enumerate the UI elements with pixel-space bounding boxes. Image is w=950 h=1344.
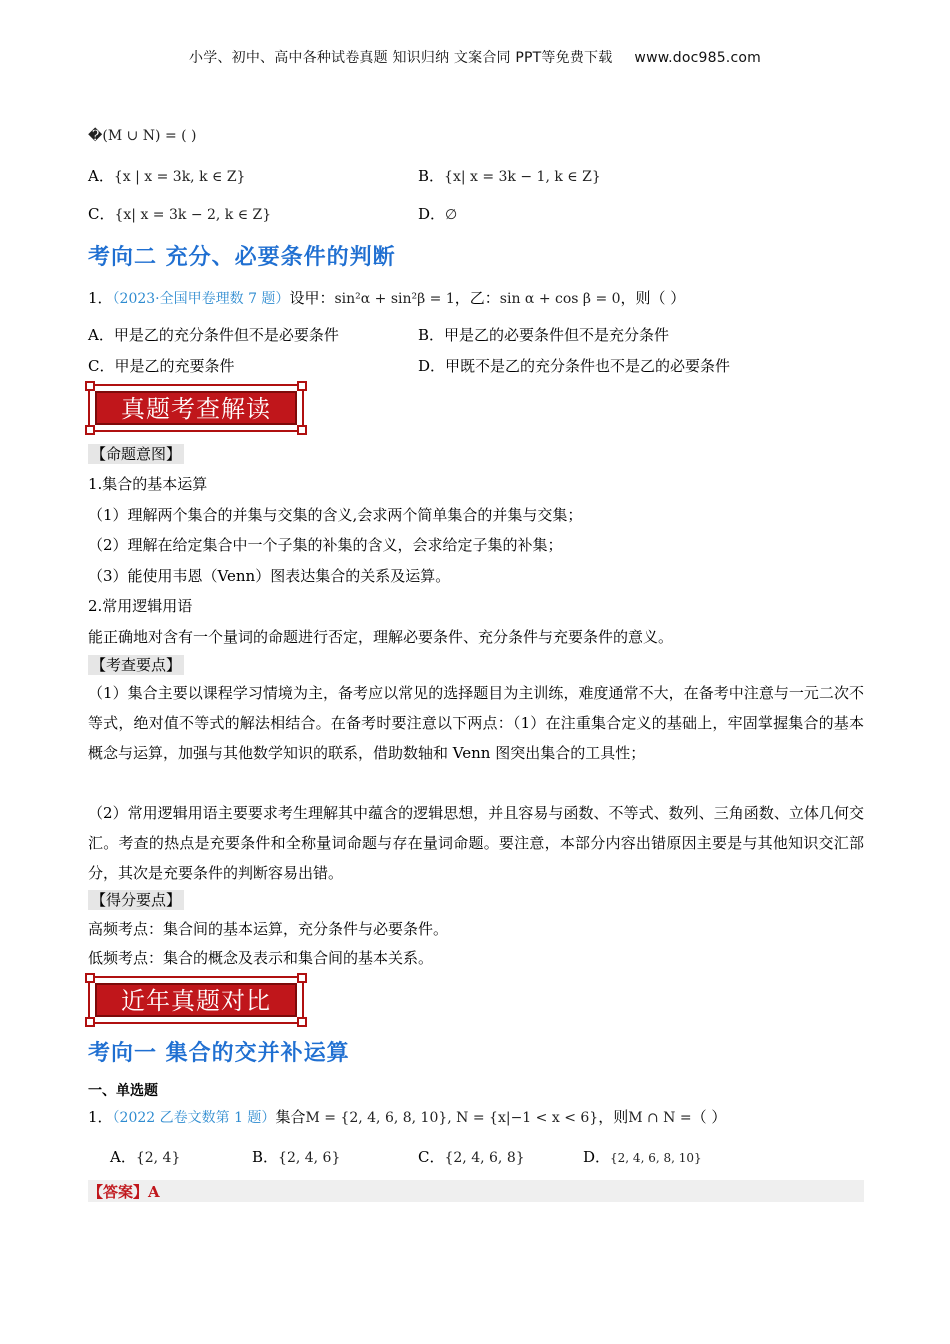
question-number: 1． [88, 1108, 113, 1126]
question-1 [88, 1106, 726, 1127]
banner-title: 真题考查解读 [95, 391, 297, 425]
option-c[interactable] [88, 355, 235, 376]
question-text: ，则 [598, 1108, 629, 1126]
banner-corner [297, 381, 307, 391]
intent-label [88, 444, 184, 464]
option-text: 甲是乙的充分条件但不是必要条件 [113, 326, 339, 344]
question-math: sin α + cos β = 0 [499, 291, 621, 307]
question-stem-math: �(M ∪ N) = ( ) [88, 128, 197, 144]
answer [88, 1181, 160, 1202]
page-header [0, 47, 950, 67]
option-letter: B． [418, 326, 445, 344]
option-text: 甲既不是乙的充分条件也不是乙的必要条件 [445, 357, 731, 375]
option-b[interactable] [418, 165, 601, 186]
scoring-low: 低频考点：集合的概念及表示和集合间的基本关系。 [88, 949, 434, 967]
banner-corner [85, 381, 95, 391]
option-letter: D． [418, 357, 446, 375]
banner-corner [297, 973, 307, 983]
question-math: M ∩ N = [628, 1110, 692, 1126]
question-1 [88, 287, 685, 308]
subsection-title: 一、单选题 [88, 1083, 158, 1099]
option-letter: A． [88, 326, 114, 344]
option-math: {2, 4, 6, 8} [444, 1150, 525, 1166]
intent-line: 2.常用逻辑用语 [88, 597, 193, 615]
header-site-link[interactable]: www.doc985.com [634, 50, 761, 66]
option-math: {x| x = 3k − 2, k ∈ Z} [114, 207, 272, 223]
banner-corner [297, 1017, 307, 1027]
answer-value: A [148, 1183, 160, 1201]
option-a[interactable] [88, 324, 339, 345]
option-letter: A． [110, 1148, 136, 1166]
section-banner [88, 976, 304, 1024]
option-letter: D． [418, 205, 446, 223]
option-letter: B． [252, 1148, 279, 1166]
option-math: ∅ [445, 207, 458, 223]
question-text: ，则（ ） [620, 289, 686, 307]
answer-bar [88, 1180, 864, 1202]
answer-label: 【答案】 [88, 1183, 149, 1201]
banner-corner [85, 425, 95, 435]
question-text: （ ） [691, 1108, 727, 1126]
question-source: （2023·全国甲卷理数 7 题） [112, 291, 290, 307]
question-stem [88, 126, 197, 144]
option-c[interactable] [88, 203, 271, 224]
option-d[interactable] [418, 355, 730, 376]
option-letter: C． [88, 205, 115, 223]
banner-corner [85, 973, 95, 983]
option-text: 甲是乙的充要条件 [114, 357, 235, 375]
option-math: {x | x = 3k, k ∈ Z} [113, 169, 246, 185]
option-letter: B． [418, 167, 445, 185]
banner-corner [297, 425, 307, 435]
section-heading-2: 考向二 充分、必要条件的判断 [88, 245, 396, 270]
question-math: sin²α + sin²β = 1 [334, 291, 455, 307]
option-d[interactable] [418, 203, 457, 224]
option-d[interactable] [583, 1146, 702, 1167]
option-letter: A． [88, 167, 114, 185]
banner-title: 近年真题对比 [95, 983, 297, 1017]
question-math: M = {2, 4, 6, 8, 10}, N = {x|−1 < x < 6} [305, 1110, 599, 1126]
section-heading-1: 考向一 集合的交并补运算 [88, 1041, 350, 1066]
question-text: 集合 [275, 1108, 306, 1126]
banner-corner [85, 1017, 95, 1027]
scoring-label-text: 【得分要点】 [88, 890, 184, 910]
option-letter: C． [88, 357, 115, 375]
points-paragraph-1: （1）集合主要以课程学习情境为主，备考应以常见的选择题目为主训练，难度通常不大，在备考中注意与一元二次不等式，绝对值不等式的解法相结合。在备考时要注意以下两点：（1）在注重集合定义的基础上，牢固掌握集合的基本概念与运算，加强与其他数学知识的联系，借助数轴和 Venn 图突出集合的工具性； [88, 684, 864, 762]
intent-line: 能正确地对含有一个量词的命题进行否定，理解必要条件、充分条件与充要条件的意义。 [88, 628, 674, 646]
option-a[interactable] [110, 1146, 180, 1167]
scoring-label [88, 890, 184, 910]
points-paragraph-2: （2）常用逻辑用语主要要求考生理解其中蕴含的逻辑思想，并且容易与函数、不等式、数列、三角函数、立体几何交汇。考查的热点是充要条件和全称量词命题与存在量词命题。要注意，本部分内容出错原因主要是与其他知识交汇部分，其次是充要条件的判断容易出错。 [88, 804, 864, 882]
option-b[interactable] [252, 1146, 340, 1167]
question-source: （2022 乙卷文数第 1 题） [112, 1110, 276, 1126]
intent-line: （2）理解在给定集合中一个子集的补集的含义，会求给定子集的补集； [88, 536, 563, 554]
option-math: {2, 4, 6, 8, 10} [610, 1151, 702, 1165]
intent-line: 1.集合的基本运算 [88, 475, 208, 493]
question-text: ，乙： [454, 289, 500, 307]
intent-line: （3）能使用韦恩（Venn）图表达集合的关系及运算。 [88, 567, 451, 585]
option-math: {x| x = 3k − 1, k ∈ Z} [444, 169, 601, 185]
option-b[interactable] [418, 324, 669, 345]
option-text: 甲是乙的必要条件但不是充分条件 [444, 326, 670, 344]
option-letter: D． [583, 1148, 611, 1166]
option-c[interactable] [418, 1146, 525, 1167]
section-banner [88, 384, 304, 432]
option-math: {2, 4} [135, 1150, 181, 1166]
option-math: {2, 4, 6} [278, 1150, 341, 1166]
question-text: 设甲： [289, 289, 335, 307]
option-a[interactable] [88, 165, 245, 186]
points-label-text: 【考查要点】 [88, 655, 184, 675]
intent-line: （1）理解两个集合的并集与交集的含义,会求两个简单集合的并集与交集； [88, 506, 583, 524]
question-number: 1． [88, 289, 113, 307]
header-text: 小学、初中、高中各种试卷真题 知识归纳 文案合同 PPT等免费下载 [189, 50, 613, 66]
intent-label-text: 【命题意图】 [88, 444, 184, 464]
points-label [88, 655, 184, 675]
option-letter: C． [418, 1148, 445, 1166]
scoring-high: 高频考点：集合间的基本运算，充分条件与必要条件。 [88, 920, 449, 938]
